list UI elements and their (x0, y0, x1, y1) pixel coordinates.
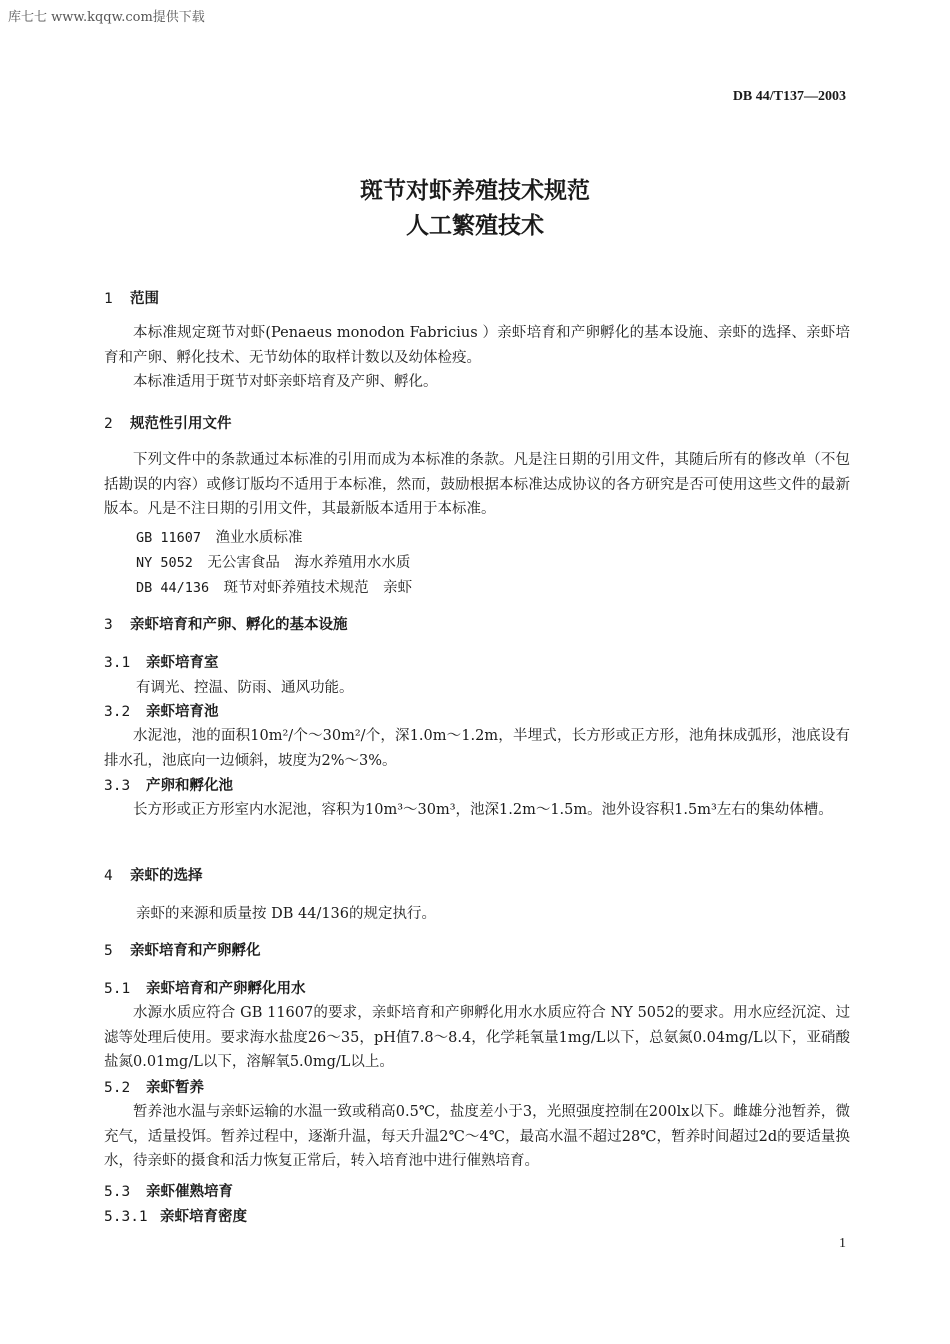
reference-item: GB 11607 渔业水质标准 (136, 530, 303, 546)
subsection-3-2-text: 水泥池，池的面积10m²/个～30m²/个，深1.0m～1.2m，半埋式，长方形或正方形，池角抹成弧形，池底设有排水孔，池底向一边倾斜，坡度为2%～3%。 (104, 728, 850, 769)
document-title: 斑节对虾养殖技术规范 (360, 178, 590, 204)
subsection-heading-5-1: 5.1 亲虾培育和产卵孵化用水 (104, 981, 306, 997)
section-heading-1: 1 范围 (104, 291, 159, 307)
section-1-paragraph-2: 本标准适用于斑节对虾亲虾培育及产卵、孵化。 (133, 374, 438, 390)
section-heading-4: 4 亲虾的选择 (104, 868, 203, 884)
section-heading-5: 5 亲虾培育和产卵孵化 (104, 943, 261, 959)
subsection-3-1-text: 有调光、控温、防雨、通风功能。 (136, 680, 354, 696)
subsection-5-1-text: 水源水质应符合 GB 11607的要求，亲虾培育和产卵孵化用水水质应符合 NY 5052的要求。用水应经沉淀、过滤等处理后使用。要求海水盐度26～35，pH值7.8～8.4，化学耗氧量1mg/L以下，总氨氮0.04mg/L以下，亚硝酸盐氮0.01mg/L以下，溶解氧5.0mg/L以上。 (104, 1005, 850, 1070)
document-subtitle: 人工繁殖技术 (406, 213, 544, 239)
subsection-3-3-text: 长方形或正方形室内水泥池，容积为10m³～30m³，池深1.2m～1.5m。池外设容积1.5m³左右的集幼体槽。 (133, 802, 833, 818)
subsection-heading-5-2: 5.2 亲虾暂养 (104, 1080, 204, 1096)
section-4-text: 亲虾的来源和质量按 DB 44/136的规定执行。 (136, 906, 437, 922)
section-1-paragraph-1: 本标准规定斑节对虾(Penaeus monodon Fabricius ）亲虾培育和产卵孵化的基本设施、亲虾的选择、亲虾培育和产卵、孵化技术、无节幼体的取样计数以及幼体检疫。 (104, 325, 850, 366)
document-number: DB 44/T137—2003 (732, 89, 846, 104)
reference-item: DB 44/136 斑节对虾养殖技术规范 亲虾 (136, 580, 413, 596)
reference-item: NY 5052 无公害食品 海水养殖用水水质 (136, 555, 411, 571)
subsection-heading-3-1: 3.1 亲虾培育室 (104, 655, 219, 671)
subsection-heading-3-3: 3.3 产卵和孵化池 (104, 778, 233, 794)
subsection-5-2-text: 暂养池水温与亲虾运输的水温一致或稍高0.5℃，盐度差小于3，光照强度控制在200lx以下。雌雄分池暂养，微充气，适量投饵。暂养过程中，逐渐升温，每天升温2℃～4℃，最高水温不超过28℃，暂养时间超过2d的要适量换水，待亲虾的摄食和活力恢复正常后，转入培育池中进行催熟培育。 (104, 1104, 850, 1169)
section-2-paragraph: 下列文件中的条款通过本标准的引用而成为本标准的条款。凡是注日期的引用文件，其随后所有的修改单（不包括勘误的内容）或修订版均不适用于本标准，然而，鼓励根据本标准达成协议的各方研究是否可使用这些文件的最新版本。凡是不注日期的引用文件，其最新版本适用于本标准。 (104, 452, 850, 517)
section-heading-2: 2 规范性引用文件 (104, 416, 232, 432)
watermark: 库七七 www.kqqw.com提供下载 (8, 10, 205, 25)
page-number: 1 (839, 1236, 846, 1251)
section-heading-3: 3 亲虾培育和产卵、孵化的基本设施 (104, 617, 348, 633)
subsection-heading-3-2: 3.2 亲虾培育池 (104, 704, 219, 720)
subsection-heading-5-3: 5.3 亲虾催熟培育 (104, 1184, 233, 1200)
subsection-heading-5-3-1: 5.3.1 亲虾培育密度 (104, 1209, 247, 1225)
